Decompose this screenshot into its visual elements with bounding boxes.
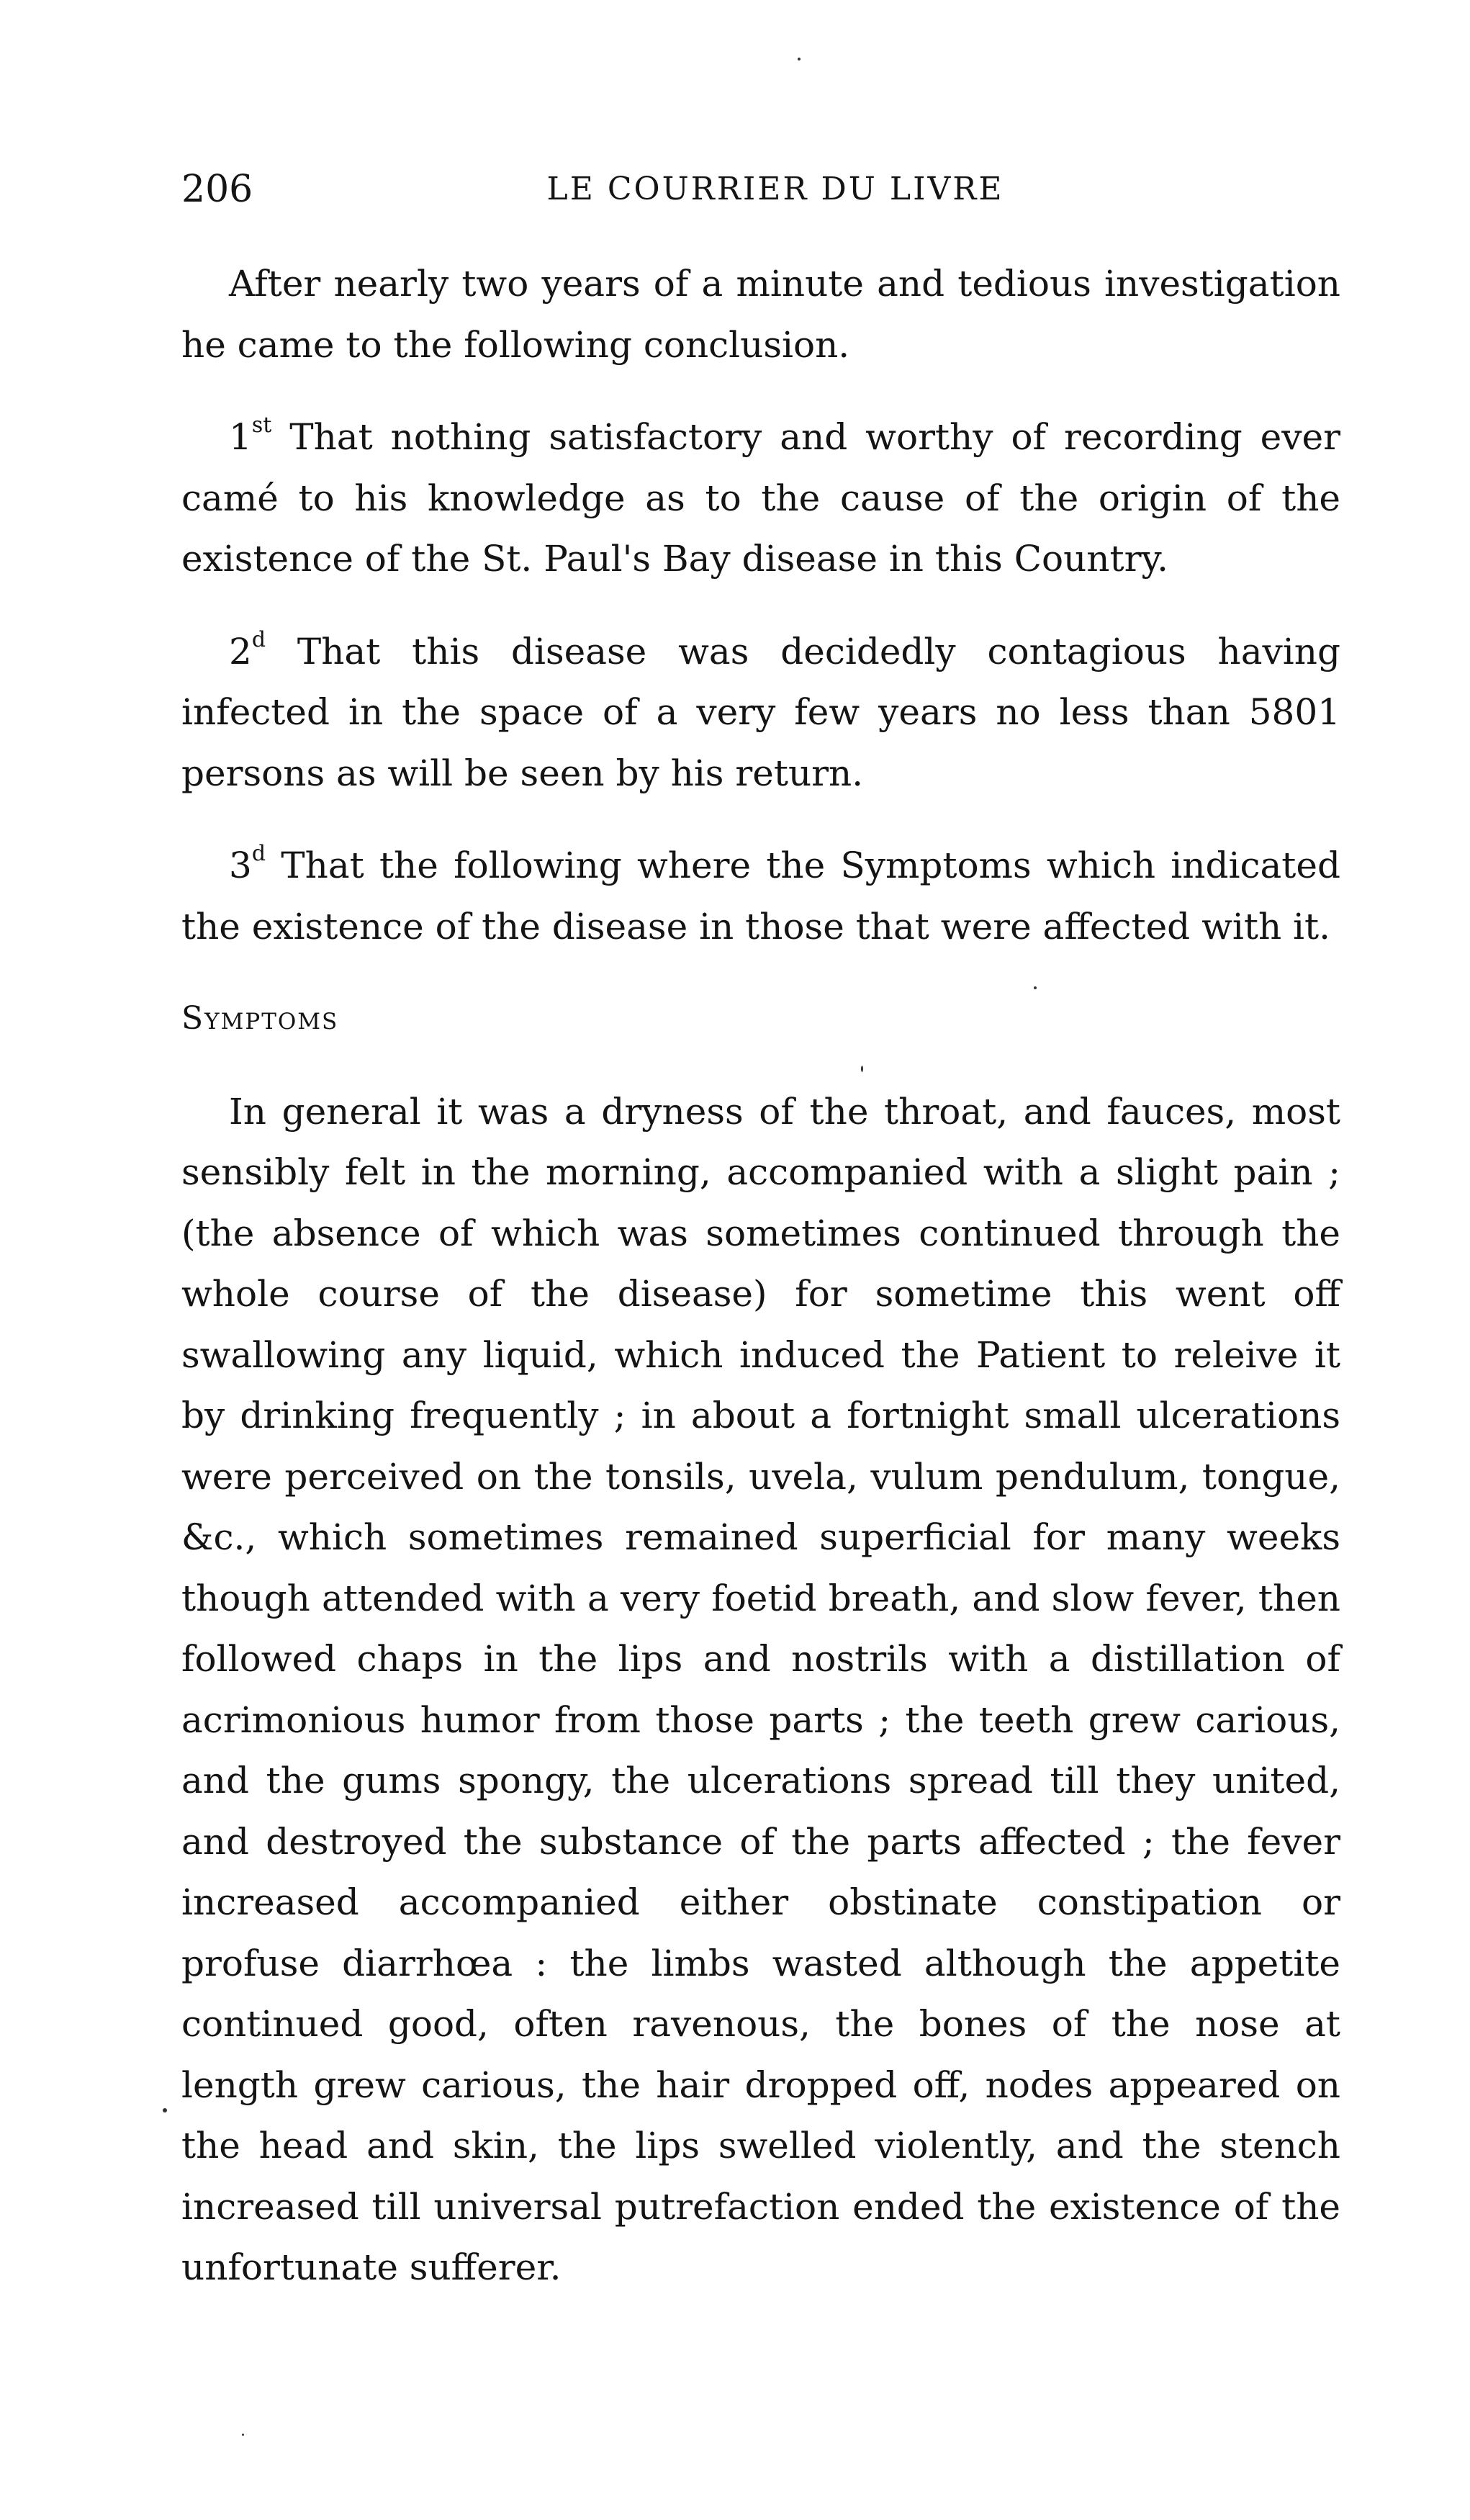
conclusion-third-text: That the following where the Symptoms which indicated the existence of the disease in those that were affected with it. bbox=[181, 845, 1340, 948]
conclusion-first bbox=[181, 407, 1340, 590]
print-speck bbox=[163, 2108, 167, 2112]
page-header bbox=[181, 164, 1340, 215]
intro-paragraph: After nearly two years of a minute and tedious investigation he came to the following conclusion. bbox=[181, 263, 1340, 366]
conclusion-first-suffix: st bbox=[251, 413, 272, 438]
symptoms-heading: Symptoms bbox=[181, 1000, 339, 1037]
body-text bbox=[181, 253, 1340, 2298]
conclusion-second-number: 2 bbox=[229, 630, 252, 672]
conclusion-third-number: 3 bbox=[229, 845, 252, 886]
conclusion-first-text: That nothing satisfactory and worthy of recording ever camé to his knowledge as to the cause of the origin of the existence of the St. Paul's Bay disease in this Country. bbox=[181, 416, 1340, 580]
conclusion-third-suffix: d bbox=[251, 841, 266, 866]
paragraph-gap bbox=[181, 804, 1340, 835]
conclusion-third bbox=[181, 835, 1340, 957]
paragraph-gap bbox=[181, 375, 1340, 407]
print-speck bbox=[242, 2434, 244, 2436]
conclusion-first-number: 1 bbox=[229, 416, 252, 458]
page-number: 206 bbox=[181, 168, 253, 211]
print-speck bbox=[1034, 986, 1037, 989]
symptoms-paragraph: In general it was a dryness of the throat, and fauces, most sensibly felt in the morning, accompanied with a slight pain ; (the absence of which was sometimes continued through the whole course of the disease) for sometime this went off swallowing any liquid, which induced the Patient to releive it by drinking frequently ; in about a fortnight small ulcerations were perceived on the tonsils, uvela, vulum pendulum, tongue, &c., which sometimes remained superficial for many weeks though attended with a very foetid breath, and slow fever, then followed chaps in the lips and nostrils with a distillation of acrimonious humor from those parts ; the teeth grew carious, and the gums spongy, the ulcerations spread till they united, and destroyed the substance of the parts affected ; the fever increased accompanied either obstinate constipation or profuse diarrhœa : the limbs wasted although the appetite continued good, often ravenous, the bones of the nose at length grew carious, the hair dropped off, nodes appeared on the head and skin, the lips swelled violently, and the stench increased till universal putrefaction ended the existence of the unfortunate sufferer. bbox=[181, 1090, 1340, 2288]
running-head: LE COURRIER DU LIVRE bbox=[546, 171, 1004, 207]
paragraph-gap bbox=[181, 590, 1340, 621]
conclusion-second-text: That this disease was decidedly contagious having infected in the space of a very few years no less than 5801 persons as will be seen by his return. bbox=[181, 630, 1340, 794]
conclusion-second bbox=[181, 621, 1340, 804]
print-speck bbox=[798, 58, 801, 60]
print-speck bbox=[861, 1066, 863, 1072]
conclusion-second-suffix: d bbox=[251, 626, 266, 652]
paragraph-gap bbox=[181, 1050, 1340, 1081]
paragraph-gap bbox=[181, 957, 1340, 989]
